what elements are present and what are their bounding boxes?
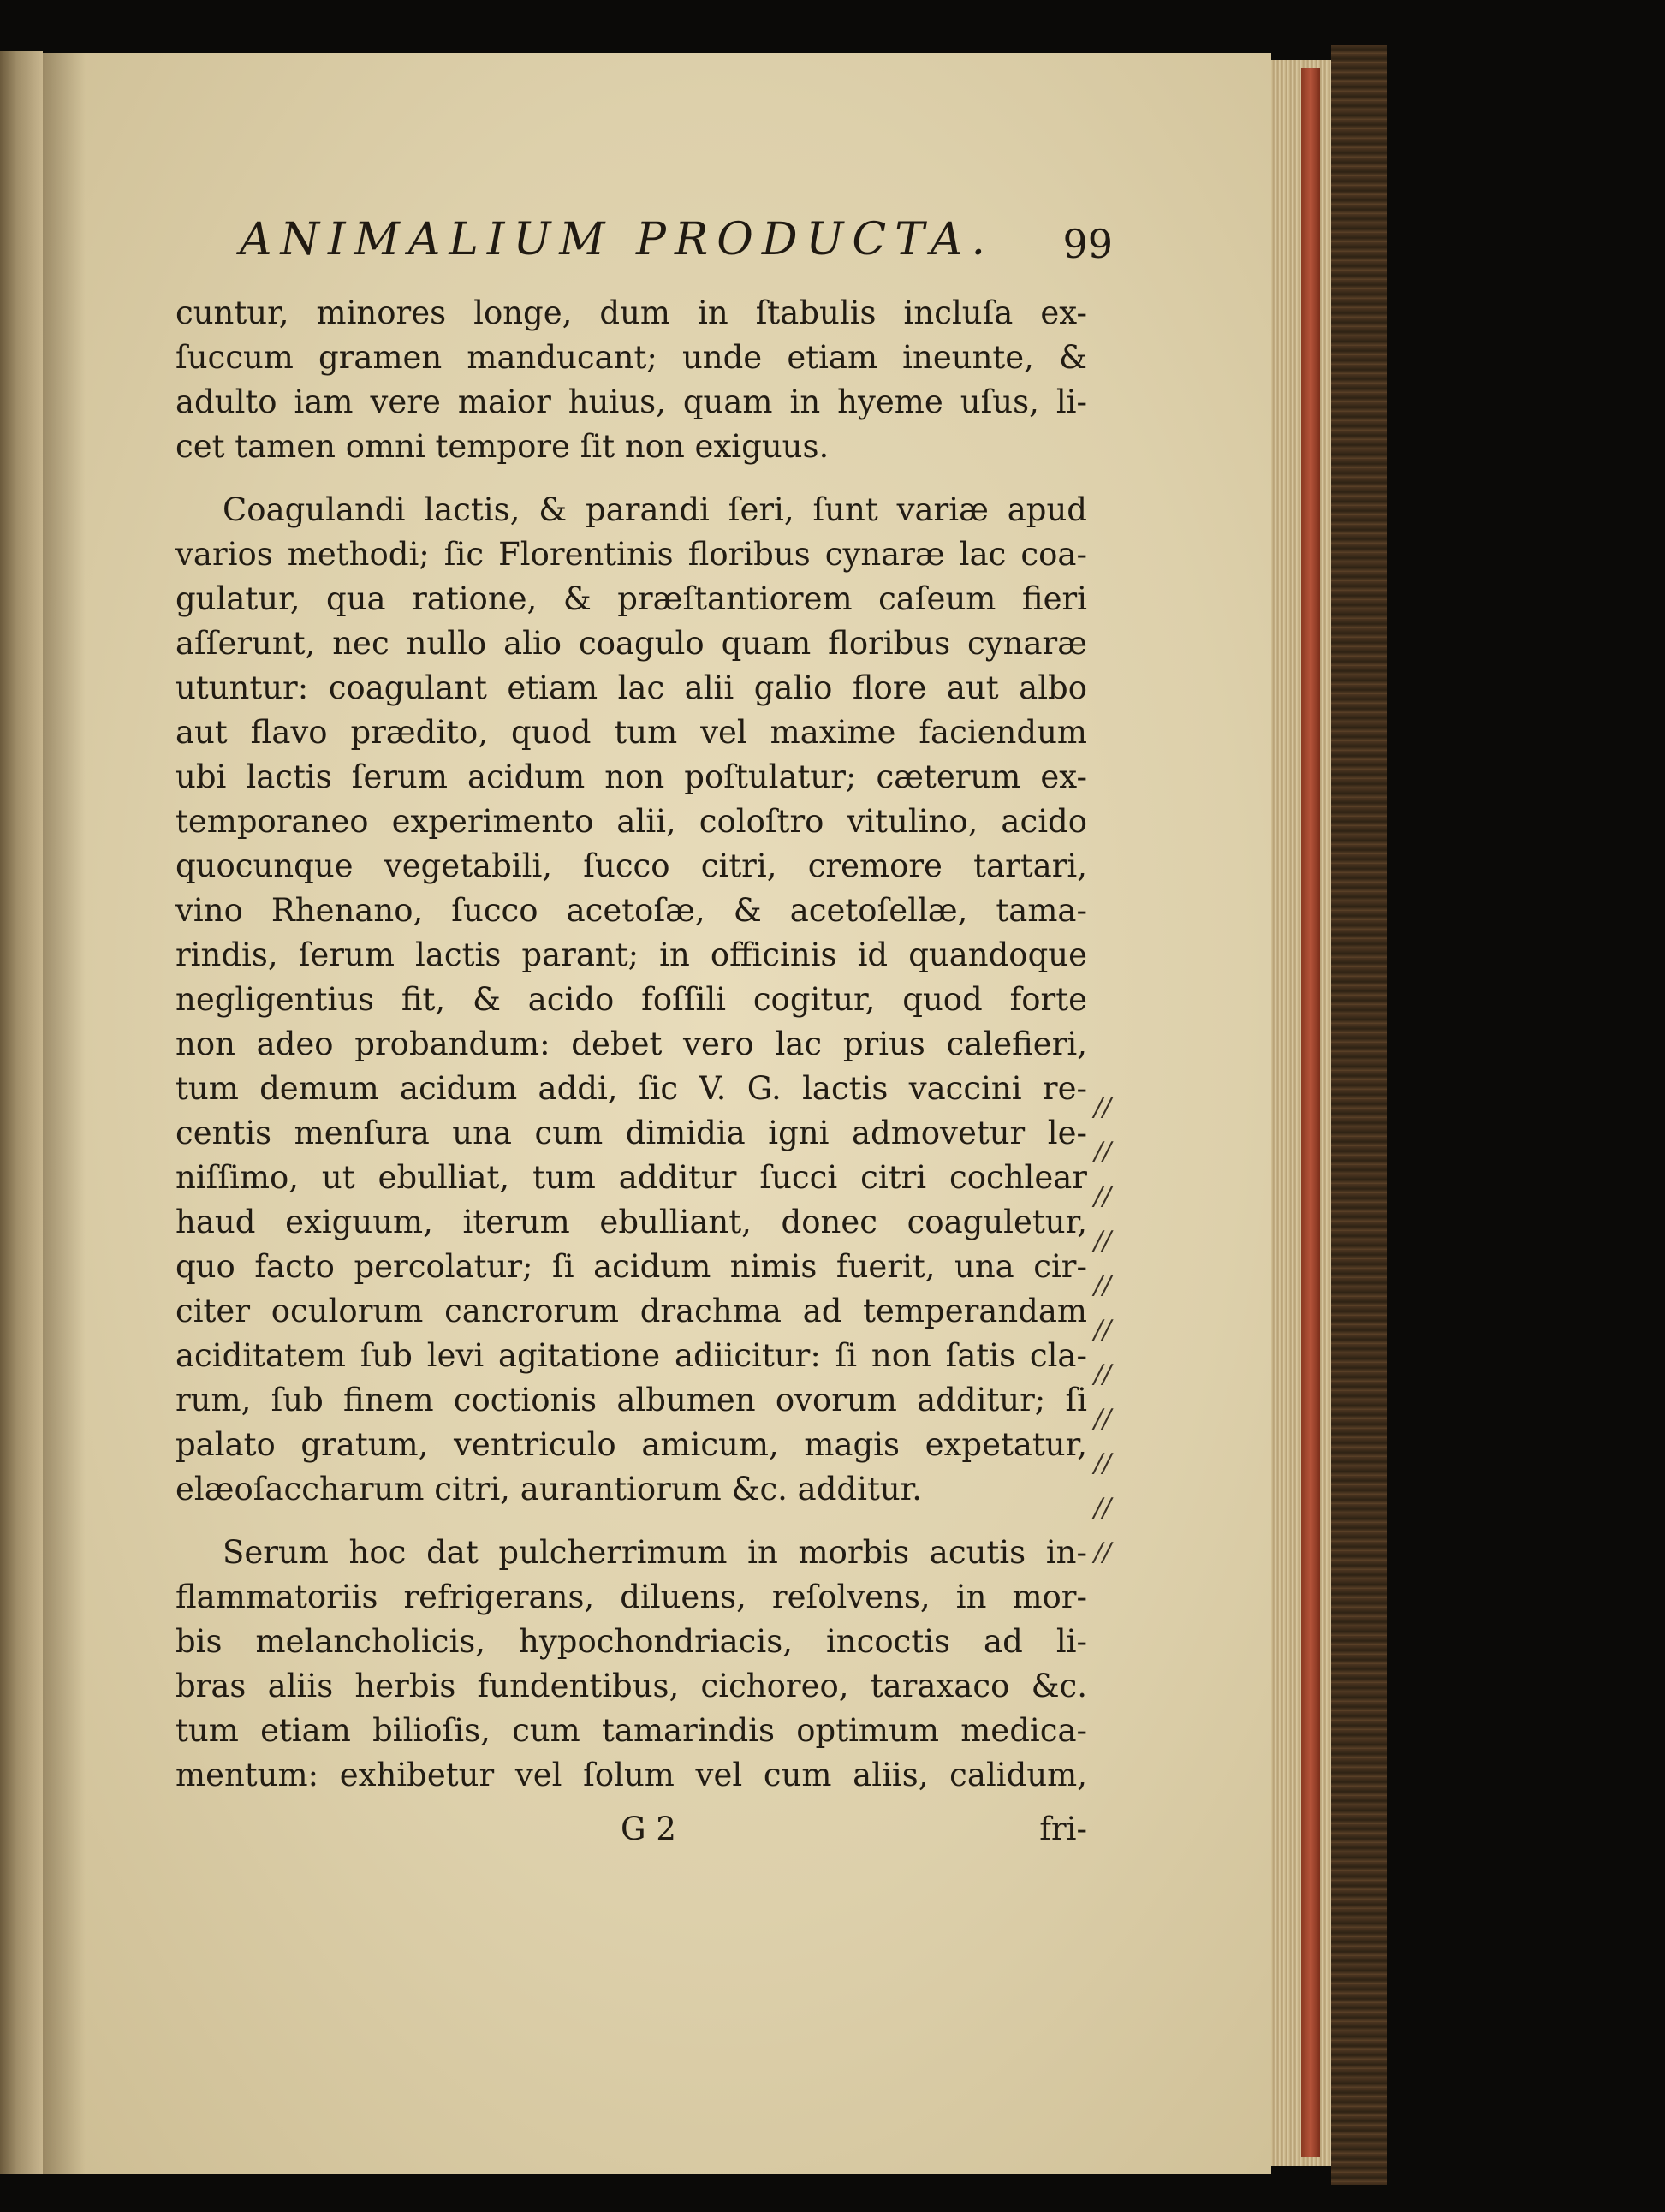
margin-mark: // <box>1094 1493 1112 1523</box>
text-line: utuntur: coagulant etiam lac alii galio flore aut albo <box>175 669 1087 706</box>
margin-mark: // <box>1094 1181 1112 1211</box>
text-line: niſſimo, ut ebulliat, tum additur ſucci citri cochlear <box>175 1159 1087 1196</box>
running-title: ANIMALIUM PRODUCTA. <box>240 214 995 265</box>
text-line: mentum: exhibetur vel ſolum vel cum aliis, calidum, <box>175 1757 1087 1793</box>
paragraph <box>175 1531 1087 1798</box>
page-header <box>240 214 1113 282</box>
margin-mark: // <box>1094 1448 1112 1478</box>
text-line: bis melancholicis, hypochondriacis, incoctis ad li- <box>175 1623 1087 1660</box>
text-line: cet tamen omni tempore ſit non exiguus. <box>175 428 830 465</box>
text-line: aut flavo prædito, quod tum vel maxime faciendum <box>175 714 1087 751</box>
text-line: aſſerunt, nec nullo alio coagulo quam floribus cynaræ <box>175 625 1087 662</box>
text-line: palato gratum, ventriculo amicum, magis expetatur, <box>175 1426 1087 1463</box>
red-page-edge <box>1301 68 1320 2157</box>
margin-mark: // <box>1094 1137 1112 1167</box>
text-line: temporaneo experimento alii, coloſtro vitulino, acido <box>175 803 1087 840</box>
page-footer <box>175 1811 1087 1858</box>
text-line: bras aliis herbis fundentibus, cichoreo, taraxaco &c. <box>175 1668 1087 1704</box>
text-line: centis menſura una cum dimidia igni admovetur le- <box>175 1115 1087 1151</box>
text-line: adulto iam vere maior huius, quam in hyeme uſus, li- <box>175 384 1087 420</box>
margin-mark: // <box>1094 1315 1112 1345</box>
previous-page-edge <box>0 51 43 2174</box>
margin-mark: // <box>1094 1270 1112 1300</box>
text-line: citer oculorum cancrorum drachma ad temperandam <box>175 1293 1087 1329</box>
text-line: negligentius fit, & acido foſſili cogitur, quod forte <box>175 981 1087 1018</box>
text-line: tum demum acidum addi, ſic V. G. lactis vaccini re- <box>175 1070 1087 1107</box>
catchword: fri- <box>1039 1811 1087 1847</box>
paragraph <box>175 488 1087 1512</box>
text-line: Coagulandi lactis, & parandi ſeri, ſunt variæ apud <box>223 491 1087 528</box>
text-line: vino Rhenano, ſucco acetoſæ, & acetoſellæ, tama- <box>175 892 1087 929</box>
text-line: varios methodi; ſic Florentinis floribus cynaræ lac coa- <box>175 536 1087 573</box>
page-number: 99 <box>1062 221 1113 267</box>
text-line: rum, ſub finem coctionis albumen ovorum additur; ſi <box>175 1382 1087 1418</box>
text-line: quocunque vegetabili, ſucco citri, cremore tartari, <box>175 847 1087 884</box>
page-gutter-shadow <box>43 53 86 2174</box>
paragraph <box>175 291 1087 469</box>
text-line: Serum hoc dat pulcherrimum in morbis acutis in- <box>223 1534 1087 1571</box>
margin-mark: // <box>1094 1359 1112 1389</box>
margin-mark: // <box>1094 1226 1112 1256</box>
body-text <box>175 291 1087 1798</box>
text-line: quo facto percolatur; ſi acidum nimis fuerit, una cir- <box>175 1248 1087 1285</box>
text-line: elæoſaccharum citri, aurantiorum &c. additur. <box>175 1471 923 1507</box>
book-cover-edge <box>1331 45 1387 2185</box>
text-line: gulatur, qua ratione, & præſtantiorem caſeum fieri <box>175 580 1087 617</box>
text-line: aciditatem ſub levi agitatione adiicitur: ſi non ſatis cla- <box>175 1337 1087 1374</box>
margin-mark: // <box>1094 1404 1112 1434</box>
margin-mark: // <box>1094 1092 1112 1122</box>
text-line: ſuccum gramen manducant; unde etiam ineunte, & <box>175 339 1087 376</box>
text-line: flammatoriis refrigerans, diluens, reſolvens, in mor- <box>175 1579 1087 1615</box>
text-line: haud exiguum, iterum ebulliant, donec coaguletur, <box>175 1204 1087 1240</box>
text-line: rindis, ſerum lactis parant; in officinis id quandoque <box>175 937 1087 973</box>
text-line: ubi lactis ſerum acidum non poſtulatur; cæterum ex- <box>175 758 1087 795</box>
text-line: tum etiam bilioſis, cum tamarindis optimum medica- <box>175 1712 1087 1749</box>
margin-quote-marks <box>1094 1085 1128 1575</box>
signature-mark: G 2 <box>621 1811 676 1847</box>
text-line: cuntur, minores longe, dum in ſtabulis incluſa ex- <box>175 294 1087 331</box>
text-line: non adeo probandum: debet vero lac prius calefieri, <box>175 1026 1087 1062</box>
margin-mark: // <box>1094 1537 1112 1567</box>
